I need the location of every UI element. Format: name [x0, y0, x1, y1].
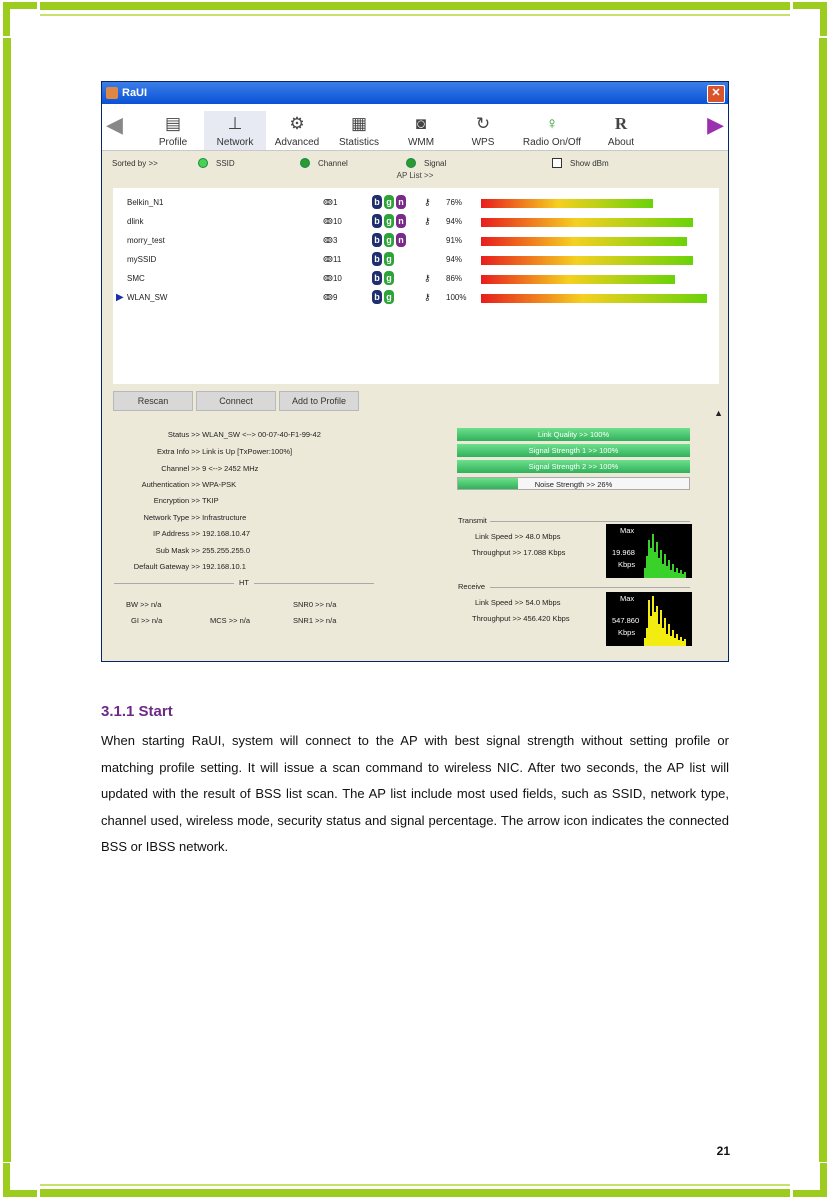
channel-icon: ↂ — [323, 236, 333, 245]
graph-bar — [676, 634, 678, 646]
ap-channel: ↂ10 — [323, 274, 342, 283]
tx-throughput: Throughput >> 17.088 Kbps — [472, 548, 566, 557]
bw-value: BW >> n/a — [126, 600, 162, 609]
graph-bar — [662, 564, 664, 578]
ap-wireless-mode — [372, 271, 408, 285]
mode-empty — [396, 271, 406, 285]
status-panel — [102, 422, 729, 662]
ap-signal-bar — [481, 199, 653, 208]
toolbar-label: Advanced — [274, 137, 320, 148]
toolbar-statistics[interactable] — [328, 111, 390, 150]
mode-b-badge: b — [372, 195, 382, 209]
rx-throughput: Throughput >> 456.420 Kbps — [472, 614, 570, 623]
mode-n-badge: n — [396, 195, 406, 209]
toolbar-label: WMM — [407, 137, 435, 148]
rx-link-speed: Link Speed >> 54.0 Mbps — [475, 598, 561, 607]
link-quality-meter: Link Quality >> 100% — [457, 428, 690, 441]
gi-value: GI >> n/a — [131, 616, 163, 625]
rescan-button[interactable]: Rescan — [113, 391, 193, 411]
graph-bar — [682, 574, 684, 578]
snr0-value: SNR0 >> n/a — [293, 600, 337, 609]
graph-bar — [668, 560, 670, 578]
graph-bar — [670, 636, 672, 646]
section-heading: 3.1.1 Start — [101, 703, 173, 720]
toolbar-label: Profile — [158, 137, 188, 148]
mode-empty — [396, 290, 406, 304]
graph-bar — [672, 630, 674, 646]
graph-bar — [658, 558, 660, 578]
ap-list-row[interactable] — [113, 232, 719, 251]
ap-wireless-mode — [372, 233, 408, 247]
receive-divider — [490, 587, 690, 588]
graph-bar — [666, 566, 668, 578]
graph-bar — [664, 618, 666, 646]
rx-graph-max: Max — [620, 594, 635, 603]
authentication-row: Authentication >> WPA-PSK — [141, 480, 237, 489]
sort-channel-label: Channel — [318, 158, 348, 168]
ap-wireless-mode — [372, 252, 408, 266]
ap-list-row[interactable] — [113, 213, 719, 232]
toolbar-wps[interactable] — [452, 111, 514, 150]
extra-info-row: Extra Info >> Link is Up [TxPower:100%] — [157, 447, 293, 456]
ap-signal-bar — [481, 294, 707, 303]
gateway-row: Default Gateway >> 192.168.10.1 — [133, 562, 246, 571]
tx-graph-max: Max — [620, 526, 635, 535]
page-frame-top — [40, 2, 790, 10]
add-to-profile-button[interactable]: Add to Profile — [279, 391, 359, 411]
ap-ssid: SMC — [127, 274, 145, 283]
ap-ssid: WLAN_SW — [127, 293, 168, 302]
mode-b-badge: b — [372, 290, 382, 304]
graph-bar — [656, 606, 658, 646]
graph-bar — [646, 556, 648, 578]
transmit-graph — [606, 524, 692, 578]
mode-g-badge: g — [384, 271, 394, 285]
ap-wireless-mode — [372, 214, 408, 228]
graph-bar — [656, 542, 658, 578]
ap-list-caption: AP List >> — [396, 171, 434, 180]
toolbar-wmm[interactable] — [390, 111, 452, 150]
toolbar-radio[interactable] — [514, 111, 590, 150]
signal-strength-2-meter: Signal Strength 2 >> 100% — [457, 460, 690, 473]
page-frame-left — [3, 38, 11, 1162]
ht-divider — [114, 583, 234, 584]
graph-bar — [668, 624, 670, 646]
toolbar-label: About — [607, 137, 635, 148]
statistics-icon: ▦ — [350, 114, 368, 133]
mode-empty — [396, 252, 406, 266]
ap-signal-bar — [481, 256, 693, 265]
channel-icon: ↂ — [323, 293, 333, 302]
toolbar-network[interactable] — [204, 111, 266, 150]
ap-signal-bar — [481, 237, 687, 246]
sort-ssid-radio[interactable] — [198, 158, 208, 168]
ap-channel: ↂ11 — [323, 255, 342, 264]
ht-label: HT — [239, 578, 249, 587]
graph-bar — [654, 612, 656, 646]
transmit-title: Transmit — [458, 516, 487, 525]
graph-bar — [646, 628, 648, 646]
page-frame-right — [819, 38, 827, 1162]
mode-g-badge: g — [384, 214, 394, 228]
graph-bar — [678, 640, 680, 646]
mode-n-badge: n — [396, 214, 406, 228]
status-row: Status >> WLAN_SW <--> 00-07-40-F1-99-42 — [167, 430, 321, 439]
channel-icon: ↂ — [323, 255, 333, 264]
sort-signal-radio[interactable] — [406, 158, 416, 168]
mode-b-badge: b — [372, 214, 382, 228]
graph-bar — [672, 564, 674, 578]
graph-bar — [684, 639, 686, 646]
frame-corner — [793, 1163, 827, 1197]
sort-ssid-label: SSID — [216, 158, 235, 168]
graph-bar — [674, 638, 676, 646]
ap-signal-percent: 76% — [446, 198, 463, 207]
sort-signal-label: Signal — [424, 158, 447, 168]
network-icon: ⊥ — [227, 114, 243, 133]
radio-icon: ♀ — [545, 114, 559, 133]
section-paragraph: When starting RaUI, system will connect to the AP with best signal strength without setting profile or matching profile setting. It will issue a scan command to wireless NIC. After two seconds, the AP list will updated with the result of BSS list scan. The AP list include most used fields, such as SSID, network type, channel used, wireless mode, security status and signal percentage. The arrow icon indicates the connected BSS or IBSS network. — [101, 733, 729, 855]
app-icon — [106, 87, 118, 99]
graph-bar — [662, 628, 664, 646]
ap-signal-percent: 100% — [446, 293, 467, 302]
page-number: 21 — [716, 1144, 730, 1158]
graph-bar — [644, 638, 646, 646]
mode-b-badge: b — [372, 252, 382, 266]
transmit-divider — [490, 521, 690, 522]
toolbar-about[interactable] — [590, 111, 652, 150]
mode-n-badge: n — [396, 233, 406, 247]
graph-bar — [648, 540, 650, 578]
graph-bar — [676, 568, 678, 578]
graph-bar — [658, 624, 660, 646]
mode-b-badge: b — [372, 233, 382, 247]
page-frame-bottom — [40, 1189, 790, 1197]
receive-title: Receive — [458, 582, 486, 591]
back-arrow-icon[interactable]: ◀ — [106, 112, 123, 137]
title-bar — [102, 82, 728, 104]
about-icon: R — [614, 114, 628, 133]
channel-icon: ↂ — [323, 198, 333, 207]
ap-wireless-mode — [372, 290, 408, 304]
graph-bar — [674, 572, 676, 578]
graph-bar — [652, 534, 654, 578]
ap-list-row[interactable] — [113, 270, 719, 289]
raui-window — [101, 81, 729, 662]
noise-strength-meter — [457, 477, 690, 490]
forward-arrow-icon[interactable]: ▶ — [707, 112, 724, 137]
toolbar-advanced[interactable] — [266, 111, 328, 150]
graph-bar — [650, 616, 652, 646]
mode-g-badge: g — [384, 195, 394, 209]
toolbar-profile[interactable] — [142, 111, 204, 150]
ap-list-row[interactable] — [113, 194, 719, 213]
rx-graph-unit: Kbps — [618, 628, 636, 637]
toolbar-label: Statistics — [338, 137, 379, 148]
ap-list — [113, 188, 719, 384]
noise-fill — [458, 478, 518, 489]
frame-corner — [793, 2, 827, 36]
graph-bar — [682, 641, 684, 646]
profile-icon: ▤ — [164, 114, 182, 133]
page-frame-inner-bottom — [40, 1184, 790, 1186]
mcs-value: MCS >> n/a — [210, 616, 251, 625]
ap-list-row[interactable] — [113, 289, 719, 308]
toolbar-label: Radio On/Off — [522, 137, 582, 148]
signal-strength-1-meter: Signal Strength 1 >> 100% — [457, 444, 690, 457]
graph-bar — [644, 568, 646, 578]
graph-bar — [650, 548, 652, 578]
snr1-value: SNR1 >> n/a — [293, 616, 337, 625]
sort-channel-radio[interactable] — [300, 158, 310, 168]
graph-bar — [678, 573, 680, 578]
frame-corner — [3, 2, 37, 36]
show-dbm-checkbox[interactable] — [552, 158, 562, 168]
wps-icon: ↻ — [475, 114, 491, 133]
graph-bar — [664, 554, 666, 578]
sub-mask-row: Sub Mask >> 255.255.255.0 — [155, 546, 251, 555]
page-frame-inner-top — [40, 14, 790, 16]
encryption-row: Encryption >> TKIP — [153, 496, 219, 505]
security-key-icon: ⚷ — [424, 292, 431, 302]
frame-corner — [3, 1163, 37, 1197]
ap-signal-bar — [481, 275, 675, 284]
ap-channel: ↂ10 — [323, 217, 342, 226]
tx-graph-value: 19.968 — [612, 548, 635, 557]
toolbar-label: Network — [216, 137, 254, 148]
graph-bar — [680, 637, 682, 646]
ap-list-buttons — [113, 391, 362, 411]
tx-graph-unit: Kbps — [618, 560, 636, 569]
graph-bar — [680, 570, 682, 578]
close-button[interactable]: ✕ — [707, 85, 725, 103]
graph-bar — [666, 634, 668, 646]
channel-row: Channel >> 9 <--> 2452 MHz — [161, 464, 259, 473]
security-key-icon: ⚷ — [424, 216, 431, 226]
ap-signal-percent: 94% — [446, 217, 463, 226]
show-dbm-label: Show dBm — [570, 158, 609, 168]
mode-g-badge: g — [384, 233, 394, 247]
graph-bar — [660, 550, 662, 578]
wmm-icon: ◙ — [415, 114, 427, 133]
ap-wireless-mode — [372, 195, 408, 209]
ap-signal-bar — [481, 218, 693, 227]
graph-bar — [660, 610, 662, 646]
noise-label: Noise Strength >> 26% — [534, 480, 613, 489]
ap-signal-percent: 94% — [446, 255, 463, 264]
tx-link-speed: Link Speed >> 48.0 Mbps — [475, 532, 561, 541]
ap-ssid: mySSID — [127, 255, 157, 264]
channel-icon: ↂ — [323, 217, 333, 226]
mode-b-badge: b — [372, 271, 382, 285]
ap-channel: ↂ1 — [323, 198, 338, 207]
toolbar-label: WPS — [471, 137, 495, 148]
rx-graph-value: 547.860 — [612, 616, 640, 625]
ap-ssid: morry_test — [127, 236, 165, 245]
ap-channel: ↂ3 — [323, 236, 338, 245]
mode-g-badge: g — [384, 290, 394, 304]
graph-bar — [654, 552, 656, 578]
connected-arrow-icon: ▶ — [116, 292, 124, 303]
sort-label: Sorted by >> — [112, 158, 158, 168]
advanced-icon: ⚙ — [289, 114, 305, 133]
connect-button[interactable]: Connect — [196, 391, 276, 411]
ap-list-row[interactable] — [113, 251, 719, 270]
security-key-icon: ⚷ — [424, 273, 431, 283]
ap-ssid: dlink — [127, 217, 144, 226]
ht-divider — [254, 583, 374, 584]
receive-graph — [606, 592, 692, 646]
ap-ssid: Belkin_N1 — [127, 198, 164, 207]
mode-g-badge: g — [384, 252, 394, 266]
ap-signal-percent: 91% — [446, 236, 463, 245]
security-key-icon: ⚷ — [424, 197, 431, 207]
graph-bar — [652, 596, 654, 646]
network-type-row: Network Type >> Infrastructure — [143, 513, 247, 522]
toolbar — [102, 104, 728, 151]
channel-icon: ↂ — [323, 274, 333, 283]
graph-bar — [648, 600, 650, 646]
ap-channel: ↂ9 — [323, 293, 338, 302]
ap-signal-percent: 86% — [446, 274, 463, 283]
collapse-arrow-icon[interactable]: ▲ — [714, 408, 723, 418]
graph-bar — [670, 570, 672, 578]
sort-bar — [102, 155, 728, 171]
window-title: RaUI — [122, 87, 148, 99]
ip-address-row: IP Address >> 192.168.10.47 — [153, 529, 251, 538]
graph-bar — [684, 572, 686, 578]
